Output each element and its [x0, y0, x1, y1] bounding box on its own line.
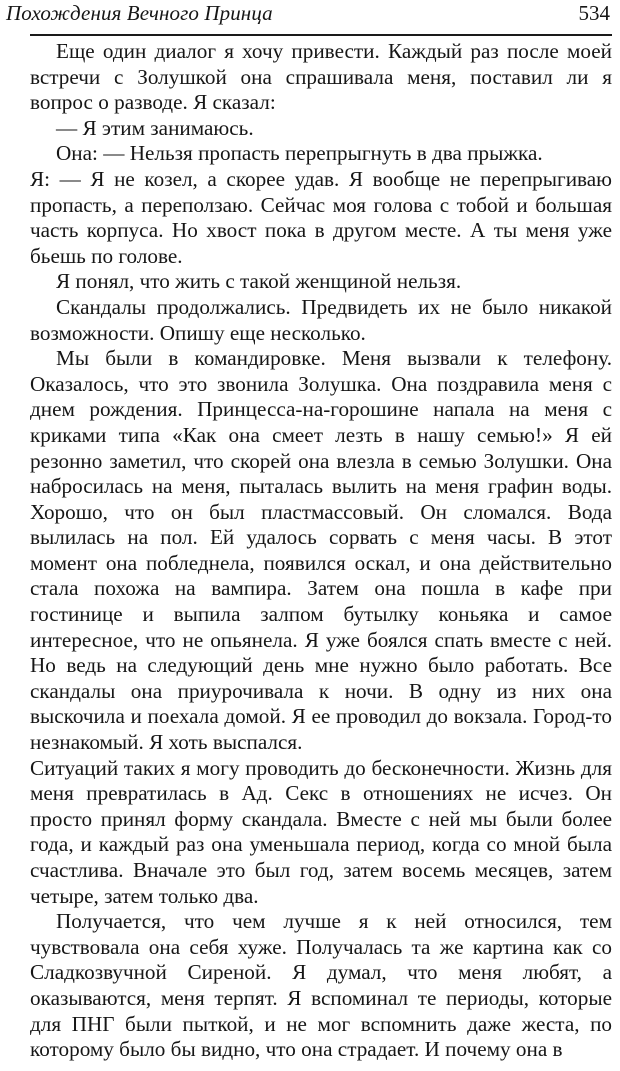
paragraph: Ситуаций таких я могу проводить до бесконечности. Жизнь для меня превратилась в Ад. Секс в отношениях не исчез. Он просто принял форму скандала. Вместе с ней мы были более года, и каждый раз она уменьшала период, когда со мной была счастлива. Вначале это был год, затем восемь месяцев, затем четыре, затем только два. [30, 755, 612, 908]
running-header [6, 0, 612, 36]
page-number: 534 [578, 1, 610, 25]
paragraph: Мы были в командировке. Меня вызвали к телефону. Оказалось, что это звонила Золушка. Она поздравила меня с днем рождения. Принцесса-на-горошине напала на меня с криками типа «Как она смеет лезть в нашу семью!» Я ей резонно заметил, что скорей она влезла в семью Золушки. Она набросилась на меня, пыталась вылить на меня графин воды. Хорошо, что он был пластмассовый. Он сломался. Вода вылилась на пол. Ей удалось сорвать с меня часы. В этот момент она побледнела, появился оскал, и она действительно стала похожа на вампира. Затем она пошла в кафе при гостинице и выпила залпом бутылку коньяка и самое интересное, что не опьянела. Я уже боялся спать вместе с ней. Но ведь на следующий день мне нужно было работать. Все скандалы она приурочивала к ночи. В одну из них она выскочила и поехала домой. Я ее проводил до вокзала. Город-то незнакомый. Я хоть выспался. [30, 346, 612, 755]
dialogue-line: — Я этим занимаюсь. [56, 115, 254, 140]
body-text [30, 39, 612, 1063]
dialogue-line: Я: — Я не козел, а скорее удав. Я вообще не перепрыгиваю пропасть, а переползаю. Сейчас моя голова с тобой и большая часть корпуса. Но хвост пока в другом месте. А ты меня уже бьешь по голове. [30, 166, 612, 268]
paragraph: Еще один диалог я хочу привести. Каждый раз после моей встречи с Золушкой она спрашивала меня, поставил ли я вопрос о разводе. Я сказал: [30, 39, 612, 115]
paragraph: Получается, что чем лучше я к ней относился, тем чувствовала она себя хуже. Получалась та же картина как со Сладкозвучной Сиреной. Я думал, что меня любят, а оказываются, меня терпят. Я вспоминал те периоды, которые для ПНГ были пыткой, и не мог вспомнить даже жеста, по которому было бы видно, что она страдает. И почему она в [30, 909, 612, 1062]
paragraph: Я понял, что жить с такой женщиной нельзя. [56, 269, 462, 294]
paragraph: Скандалы продолжались. Предвидеть их не было никакой возможности. Опишу еще несколько. [30, 294, 612, 345]
dialogue-line: Она: — Нельзя пропасть перепрыгнуть в два прыжка. [56, 141, 543, 166]
book-title: Похождения Вечного Принца [6, 1, 273, 25]
